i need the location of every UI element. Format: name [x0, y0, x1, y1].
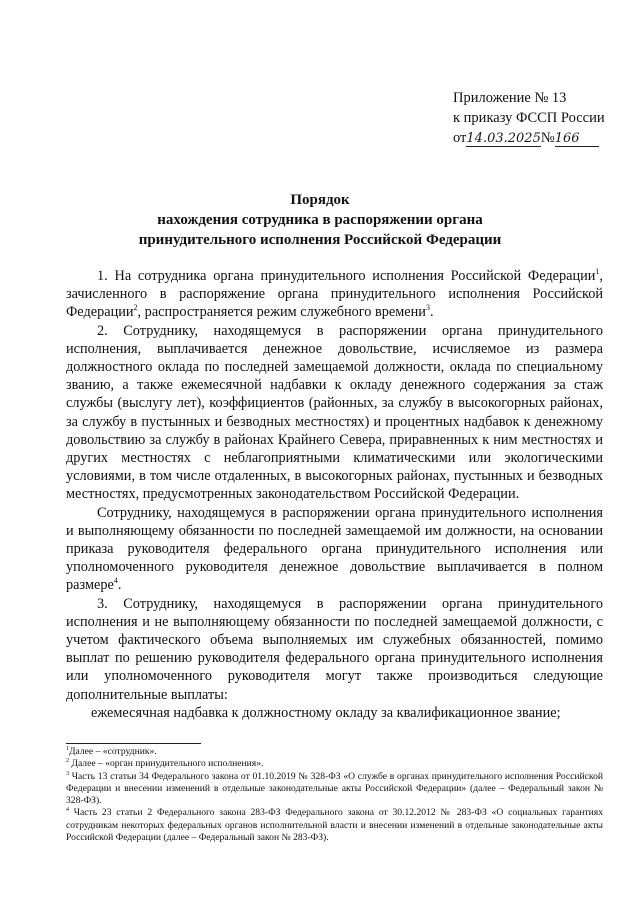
- p3-text-b: .: [117, 577, 122, 594]
- footnote-4: [66, 807, 603, 844]
- footnote-2-mark: 2: [66, 758, 69, 765]
- p3-text-a: Сотруднику, находящемуся в распоряжении органа принудительного исполнения и выполняющему обязанности по последней замещаемой им должности, на основании приказа руководителя федерального органа принудительного исполнения или уполномоченного руководителя денежное довольствие выплачивается в полном размере: [66, 504, 603, 594]
- number-sign: №: [540, 130, 555, 146]
- document-title: [60, 190, 580, 250]
- footnote-3-mark: 3: [66, 770, 69, 777]
- p1-text-d: .: [429, 304, 434, 321]
- handwritten-date: 14.03.2025: [466, 131, 541, 146]
- paragraph-3: [66, 504, 603, 595]
- appendix-date-line: [453, 128, 605, 148]
- paragraph-2: 2. Сотруднику, находящемуся в распоряжении органа принудительного исполнения, выплачивается денежное довольствие, исчисляемое из размера должностного оклада по последней замещаемой должности, оклада по специальному званию, а также ежемесячной надбавки к окладу денежного содержания за стаж службы (выслугу лет), коэффициентов (районных, за службу в высокогорных районах, за службу в пустынных и безводных местностях) и процентных надбавок к денежному довольствию за службу в районах Крайнего Севера, приравненных к ним местностях и других местностях с неблагоприятными климатическими или экологическими условиями, в том числе отдаленных, в высокогорных районах, пустынных и безводных местностях, предусмотренных законодательством Российской Федерации.: [66, 322, 603, 503]
- footnote-3: [66, 771, 603, 808]
- footnote-1-mark: 1: [66, 745, 69, 752]
- date-prefix: от: [453, 130, 467, 146]
- footnote-2-text: Далее – «орган принудительного исполнения».: [69, 758, 264, 770]
- paragraph-1: [66, 267, 603, 322]
- p1-text-c: , распространяется режим служебного времени: [137, 304, 426, 321]
- handwritten-number: 166: [555, 131, 599, 147]
- title-line-2: нахождения сотрудника в распоряжении органа: [157, 212, 483, 228]
- footnote-ref-4: 4: [113, 576, 118, 586]
- footnote-ref-1: 1: [595, 267, 600, 277]
- title-line-3: принудительного исполнения Российской Федерации: [138, 232, 502, 248]
- footnote-4-text: Часть 23 статьи 2 Федерального закона 283-ФЗ Федерального закона от 30.12.2012 № 283-ФЗ «О социальных гарантиях сотрудникам некоторых федеральных органов исполнительной власти и внесении изменений в отдельные законодательные акты Российской Федерации (далее – Федеральный закон № 283-ФЗ).: [66, 807, 603, 844]
- paragraph-5: ежемесячная надбавка к должностному окладу за квалификационное звание;: [91, 704, 561, 721]
- footnote-1: [66, 746, 603, 758]
- paragraph-4: 3. Сотруднику, находящемуся в распоряжении органа принудительного исполнения и не выполняющему обязанности по последней замещаемой должности, с учетом фактического объема выполняемых им служебных обязанностей, помимо выплат по решению руководителя федерального органа принудительного исполнения или уполномоченного руководителя могут также производиться следующие дополнительные выплаты:: [66, 595, 603, 703]
- footnote-divider: [66, 743, 201, 744]
- footnote-3-text: Часть 13 статьи 34 Федерального закона от 01.10.2019 № 328-ФЗ «О службе в органах принудительного исполнения Российской Федерации и внесении изменений в отдельные законодательные акты Российской Федерации» (далее – Федеральный закон № 328-ФЗ).: [66, 770, 603, 807]
- p1-text-a: 1. На сотрудника органа принудительного исполнения Российской Федерации: [97, 268, 596, 284]
- footnotes: [66, 746, 603, 844]
- appendix-number: Приложение № 13: [453, 90, 567, 106]
- appendix-order-ref: к приказу ФССП России: [453, 110, 605, 126]
- document-body: [66, 267, 603, 722]
- p1-text-b: , зачисленного в распоряжение органа принудительного исполнения Российской Федерации: [66, 268, 603, 321]
- footnote-ref-2: 2: [133, 303, 138, 313]
- footnote-2: [66, 758, 603, 770]
- footnote-4-mark: 4: [66, 807, 69, 814]
- title-line-1: Порядок: [290, 192, 350, 208]
- footnote-ref-3: 3: [425, 303, 430, 313]
- footnote-1-text: Далее – «сотрудник».: [69, 746, 157, 757]
- appendix-header: [453, 88, 605, 148]
